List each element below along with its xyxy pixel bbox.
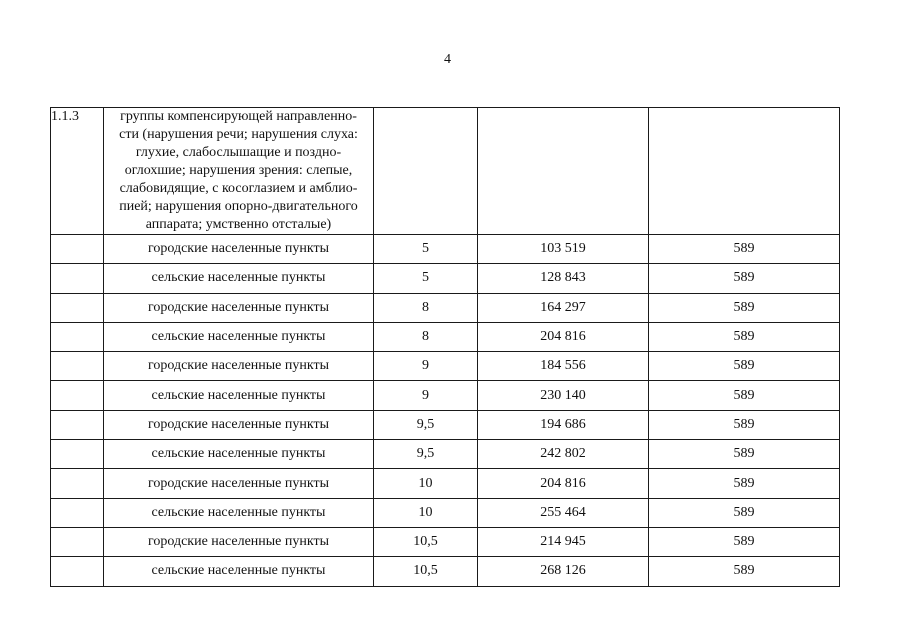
section-header-row	[51, 108, 840, 235]
table-row	[51, 293, 840, 322]
settlement-type-cell: сельские населенные пункты	[104, 557, 374, 586]
extra-amount-cell: 589	[649, 469, 840, 498]
table-row	[51, 410, 840, 439]
extra-amount-cell: 589	[649, 498, 840, 527]
description-line: группы компенсирующей направленно-	[120, 109, 357, 124]
row-code-cell	[51, 293, 104, 322]
extra-amount-cell: 589	[649, 410, 840, 439]
hours-cell: 9	[374, 381, 478, 410]
table-row	[51, 440, 840, 469]
extra-amount-cell: 589	[649, 235, 840, 264]
row-code-cell	[51, 322, 104, 351]
amount-cell: 214 945	[478, 527, 649, 556]
hours-cell: 10,5	[374, 527, 478, 556]
extra-amount-cell: 589	[649, 527, 840, 556]
amount-cell: 204 816	[478, 469, 649, 498]
extra-amount-cell: 589	[649, 264, 840, 293]
table-row	[51, 381, 840, 410]
hours-cell: 9,5	[374, 410, 478, 439]
table-row	[51, 469, 840, 498]
settlement-type-cell: городские населенные пункты	[104, 527, 374, 556]
row-code-cell	[51, 469, 104, 498]
hours-cell: 8	[374, 293, 478, 322]
extra-amount-cell: 589	[649, 557, 840, 586]
empty-cell	[374, 108, 478, 235]
row-code-cell	[51, 527, 104, 556]
extra-amount-cell: 589	[649, 322, 840, 351]
description-line: слабовидящие, с косоглазием и амблио-	[119, 181, 358, 196]
row-code-cell	[51, 235, 104, 264]
hours-cell: 5	[374, 264, 478, 293]
description-line: пией; нарушения опорно-двигательного	[119, 199, 358, 214]
description-line: глухие, слабослышащие и поздно-	[135, 145, 342, 160]
hours-cell: 5	[374, 235, 478, 264]
row-code-cell	[51, 440, 104, 469]
extra-amount-cell: 589	[649, 440, 840, 469]
extra-amount-cell: 589	[649, 293, 840, 322]
settlement-type-cell: сельские населенные пункты	[104, 498, 374, 527]
amount-cell: 194 686	[478, 410, 649, 439]
table-row	[51, 557, 840, 586]
settlement-type-cell: городские населенные пункты	[104, 352, 374, 381]
amount-cell: 242 802	[478, 440, 649, 469]
hours-cell: 8	[374, 322, 478, 351]
empty-cell	[478, 108, 649, 235]
empty-cell	[649, 108, 840, 235]
table-row	[51, 322, 840, 351]
hours-cell: 10,5	[374, 557, 478, 586]
settlement-type-cell: сельские населенные пункты	[104, 264, 374, 293]
description-line: оглохшие; нарушения зрения: слепые,	[124, 163, 353, 178]
data-table	[50, 107, 840, 587]
table-row	[51, 264, 840, 293]
settlement-type-cell: сельские населенные пункты	[104, 440, 374, 469]
amount-cell: 128 843	[478, 264, 649, 293]
hours-cell: 9,5	[374, 440, 478, 469]
extra-amount-cell: 589	[649, 352, 840, 381]
table-row	[51, 527, 840, 556]
settlement-type-cell: городские населенные пункты	[104, 293, 374, 322]
amount-cell: 230 140	[478, 381, 649, 410]
extra-amount-cell: 589	[649, 381, 840, 410]
row-code-cell	[51, 381, 104, 410]
row-code-cell	[51, 557, 104, 586]
amount-cell: 268 126	[478, 557, 649, 586]
amount-cell: 184 556	[478, 352, 649, 381]
amount-cell: 164 297	[478, 293, 649, 322]
description-line: сти (нарушения речи; нарушения слуха:	[119, 127, 358, 142]
table-row	[51, 498, 840, 527]
settlement-type-cell: сельские населенные пункты	[104, 322, 374, 351]
description-line: аппарата; умственно отсталые)	[145, 217, 332, 232]
amount-cell: 255 464	[478, 498, 649, 527]
hours-cell: 10	[374, 498, 478, 527]
amount-cell: 204 816	[478, 322, 649, 351]
page-number: 4	[444, 52, 451, 67]
hours-cell: 9	[374, 352, 478, 381]
hours-cell: 10	[374, 469, 478, 498]
row-code-cell	[51, 352, 104, 381]
settlement-type-cell: сельские населенные пункты	[104, 381, 374, 410]
row-code-cell	[51, 498, 104, 527]
section-code: 1.1.3	[51, 108, 104, 235]
settlement-type-cell: городские населенные пункты	[104, 235, 374, 264]
row-code-cell	[51, 264, 104, 293]
settlement-type-cell: городские населенные пункты	[104, 410, 374, 439]
row-code-cell	[51, 410, 104, 439]
section-description	[104, 108, 374, 235]
table-row	[51, 352, 840, 381]
settlement-type-cell: городские населенные пункты	[104, 469, 374, 498]
amount-cell: 103 519	[478, 235, 649, 264]
table-row	[51, 235, 840, 264]
